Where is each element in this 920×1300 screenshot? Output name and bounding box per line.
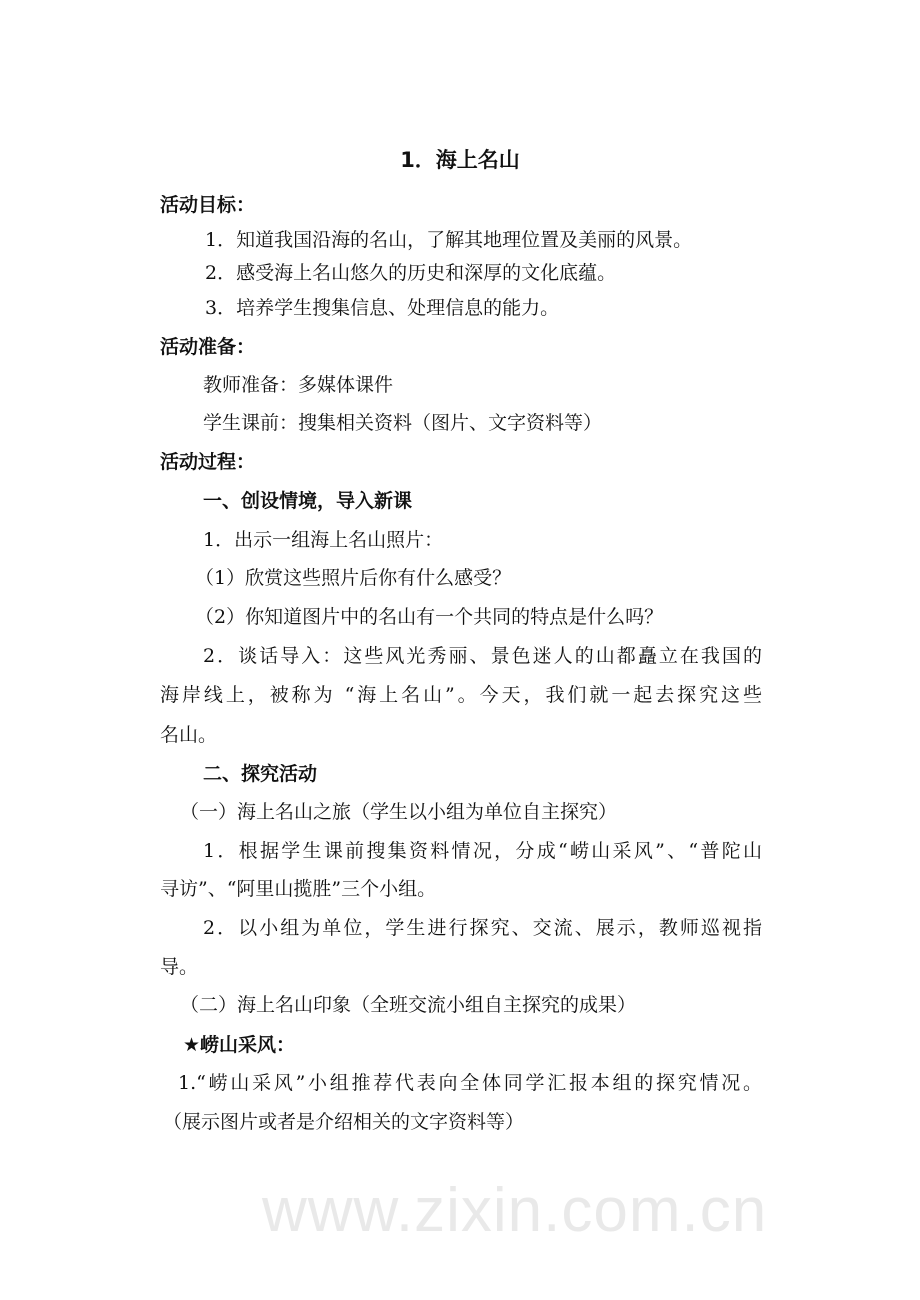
paragraph-line: 海岸线上，被称为 “海上名山”。今天，我们就一起去探究这些 <box>160 684 762 706</box>
paragraph-line: 1．出示一组海上名山照片： <box>203 529 444 551</box>
paragraph-line: 2．以小组为单位，学生进行探究、交流、展示，教师巡视指 <box>203 917 762 939</box>
question-line: （1）欣赏这些照片后你有什么感受？ <box>195 567 512 589</box>
paragraph-line: 1.“崂山采风”小组推荐代表向全体同学汇报本组的探究情况。 <box>178 1072 762 1094</box>
goal-item: 2．感受海上名山悠久的历史和深厚的文化底蕴。 <box>205 262 617 284</box>
process-heading: 活动过程： <box>160 451 256 473</box>
question-line: （2）你知道图片中的名山有一个共同的特点是什么吗？ <box>195 606 664 628</box>
subsection-heading: （一）海上名山之旅（学生以小组为单位自主探究） <box>180 801 618 823</box>
page-title: 1．海上名山 <box>400 148 520 172</box>
goal-item: 3．培养学生搜集信息、处理信息的能力。 <box>205 297 560 319</box>
paragraph-line: 寻访”、“阿里山揽胜”三个小组。 <box>160 878 437 900</box>
paragraph-line: 1．根据学生课前搜集资料情况，分成“崂山采风”、“普陀山 <box>203 840 762 862</box>
prep-item: 教师准备：多媒体课件 <box>203 374 394 396</box>
paragraph-line: 名山。 <box>160 724 218 746</box>
section-heading: 一、创设情境，导入新课 <box>203 490 413 512</box>
prep-item: 学生课前：搜集相关资料（图片、文字资料等） <box>203 412 603 434</box>
group-heading: ★崂山采风： <box>183 1034 296 1056</box>
watermark: www.zixin.com.cn <box>262 1176 768 1245</box>
subsection-heading: （二）海上名山印象（全班交流小组自主探究的成果） <box>180 994 637 1016</box>
paragraph-line: 导。 <box>160 956 199 978</box>
prep-heading: 活动准备： <box>160 336 256 358</box>
section-heading: 二、探究活动 <box>203 763 318 785</box>
paragraph-line: （展示图片或者是介绍相关的文字资料等） <box>163 1111 525 1133</box>
goal-item: 1．知道我国沿海的名山，了解其地理位置及美丽的风景。 <box>205 229 693 251</box>
goals-heading: 活动目标： <box>160 194 256 216</box>
paragraph-line: 2．谈话导入：这些风光秀丽、景色迷人的山都矗立在我国的 <box>203 645 762 667</box>
